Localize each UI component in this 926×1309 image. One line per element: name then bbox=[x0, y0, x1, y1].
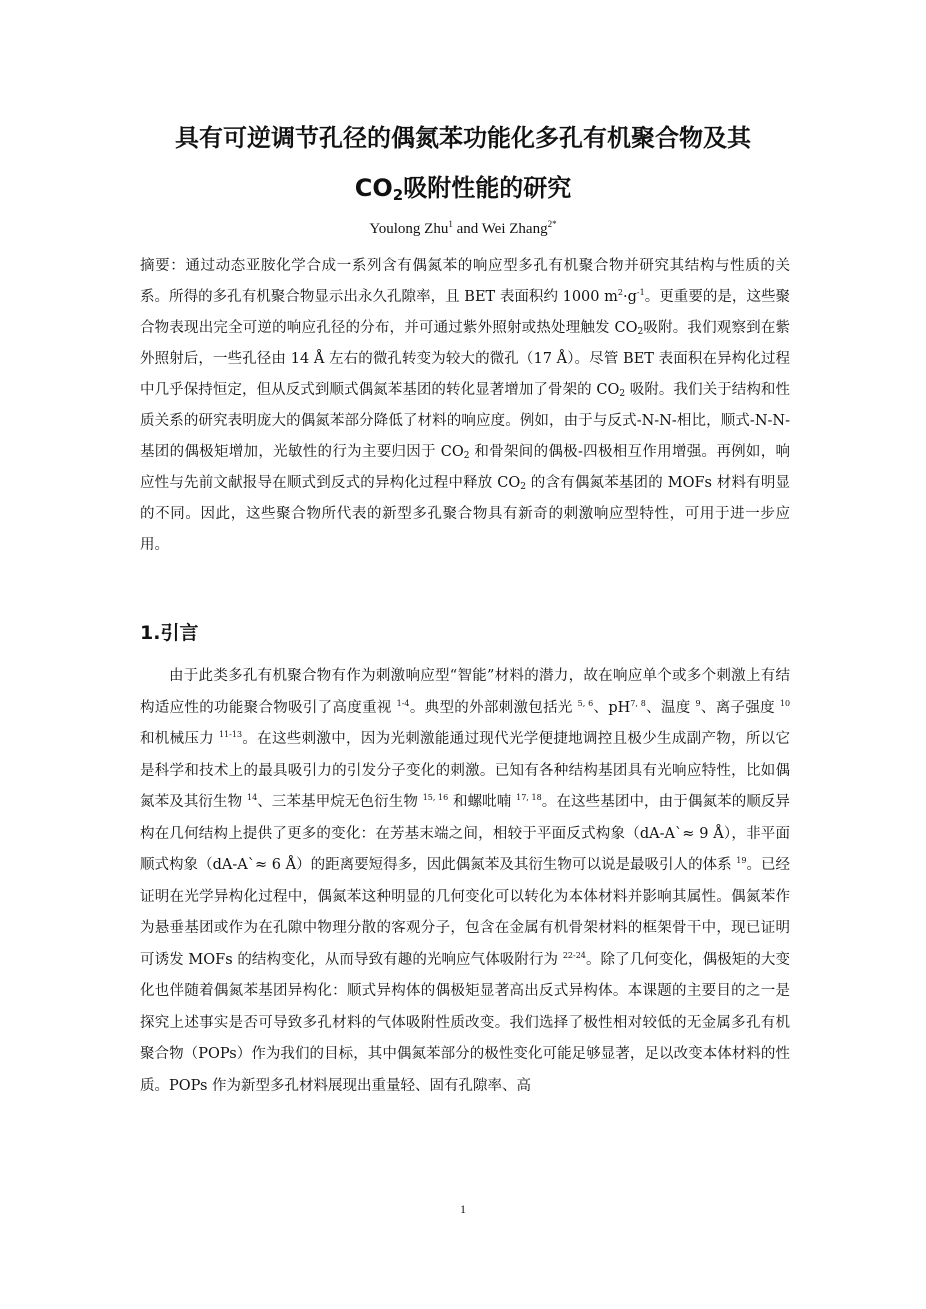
author-conjunction: and bbox=[452, 221, 482, 237]
abstract bbox=[140, 251, 790, 561]
intro-text: 、三苯基甲烷无色衍生物 bbox=[257, 794, 423, 810]
intro-text: 。已经证明在光学异构化过程中，偶氮苯这种明显的几何变化可以转化为本体材料并影响其属性。偶氮苯作为悬垂基团或作为在孔隙中物理分散的客观分子，包含在金属有机骨架材料的框架骨干中，现已证明可诱发 MOFs 的结构变化，从而导致有趣的光响应气体吸附行为 bbox=[140, 857, 791, 968]
intro-text: 、离子强度 bbox=[700, 699, 780, 716]
abstract-subscript: 2 bbox=[637, 327, 644, 337]
citation: 17, 18 bbox=[516, 793, 542, 802]
intro-text: 、温度 bbox=[645, 699, 696, 716]
citation: 14 bbox=[246, 793, 258, 802]
title-line-1: 具有可逆调节孔径的偶氮苯功能化多孔有机聚合物及其 bbox=[175, 124, 751, 152]
abstract-text: 的含有偶氮苯基团的 MOFs 材料有明显的不同。因此，这些聚合物所代表的新型多孔聚合物具有新奇的刺激响应型特性，可用于进一步应用。 bbox=[140, 475, 791, 553]
section-heading: 1.引言 bbox=[140, 622, 199, 644]
intro-text: 由于此类多孔有机聚合物有作为刺激响应型“智能”材料的潜力，故在响应单个或多个刺激上有结构适应性的功能聚合物吸引了高度重视 bbox=[140, 668, 790, 716]
intro-text: 。在这些刺激中，因为光刺激能通过现代光学便捷地调控且极少生成副产物，所以它是科学和技术上的最具吸引力的引发分子变化的刺激。已知有各种结构基团具有光响应特性，比如偶氮苯及其衍生物 bbox=[140, 731, 790, 810]
intro-text: 和螺吡喃 bbox=[448, 794, 517, 810]
citation: 9 bbox=[695, 698, 701, 708]
intro-text: 、pH bbox=[593, 699, 631, 716]
title-co: CO bbox=[354, 174, 393, 202]
abstract-superscript: 2 bbox=[617, 288, 623, 297]
author-1: Youlong Zhu bbox=[369, 221, 449, 237]
abstract-text: 。更重要的是，这些聚合物表现出完全可逆的响应孔径的分布，并可通过紫外照射或热处理触发 CO bbox=[140, 289, 791, 336]
author-2: Wei Zhang bbox=[481, 221, 548, 237]
citation: 22-24 bbox=[562, 950, 586, 960]
citation: 10 bbox=[779, 698, 791, 708]
intro-text: 。典型的外部刺激包括光 bbox=[409, 699, 578, 716]
abstract-subscript: 2 bbox=[619, 389, 626, 399]
abstract-text: ·g bbox=[623, 289, 637, 305]
author-2-affiliation: 2* bbox=[547, 219, 557, 229]
abstract-text: 吸附。我们关于结构和性质关系的研究表明庞大的偶氮苯部分降低了材料的响应度。例如，由于与反式-N-N-相比，顺式-N-N-基团的偶极矩增加，光敏性的行为主要归因于 CO bbox=[140, 382, 791, 460]
intro-text: 。在这些基团中，由于偶氮苯的顺反异构在几何结构上提供了更多的变化：在芳基末端之间，相较于平面反式构象（dA-A`≈ 9 Å），非平面顺式构象（dA-A`≈ 6 Å）的距离要短得多，因此偶氮苯及其衍生物可以说是最吸引人的体系 bbox=[140, 794, 791, 873]
citation: 19 bbox=[736, 856, 747, 865]
citation: 7, 8 bbox=[630, 698, 646, 708]
page-number: 1 bbox=[460, 1202, 466, 1216]
abstract-subscript: 2 bbox=[463, 451, 470, 461]
intro-text: 和机械压力 bbox=[140, 731, 219, 747]
author-line bbox=[0, 218, 926, 240]
title-co-subscript: 2 bbox=[392, 186, 404, 204]
citation: 5, 6 bbox=[577, 698, 594, 708]
abstract-superscript: -1 bbox=[636, 288, 645, 297]
abstract-text: 吸附。我们观察到在紫外照射后，一些孔径由 14 Å 左右的微孔转变为较大的微孔（17 Å）。尽管 BET 表面积在异构化过程中几乎保持恒定，但从反式到顺式偶氮苯基团的转化显著增加了骨架的 CO bbox=[140, 320, 791, 398]
author-1-affiliation: 1 bbox=[448, 219, 453, 229]
title-rest: 吸附性能的研究 bbox=[403, 174, 572, 202]
citation: 1-4 bbox=[396, 698, 410, 708]
abstract-text: 和骨架间的偶极-四极相互作用增强。再例如，响应性与先前文献报导在顺式到反式的异构化过程中释放 CO bbox=[140, 444, 790, 491]
citation: 15, 16 bbox=[422, 793, 449, 802]
introduction-paragraph bbox=[140, 661, 790, 1102]
abstract-subscript: 2 bbox=[520, 482, 526, 492]
citation: 11-13 bbox=[218, 730, 243, 739]
abstract-text: 摘要：通过动态亚胺化学合成一系列含有偶氮苯的响应型多孔有机聚合物并研究其结构与性质的关系。所得的多孔有机聚合物显示出永久孔隙率，且 BET 表面积约 1000 m bbox=[140, 258, 790, 305]
title-line-2 bbox=[0, 173, 926, 203]
intro-text: 。除了几何变化，偶极矩的大变化也伴随着偶氮苯基团异构化：顺式异构体的偶极矩显著高出反式异构体。本课题的主要目的之一是探究上述事实是否可导致多孔材料的气体吸附性质改变。我们选择了极性相对较低的无金属多孔有机聚合物（POPs）作为我们的目标，其中偶氮苯部分的极性变化可能足够显著，足以改变本体材料的性质。POPs 作为新型多孔材料展现出重量轻、固有孔隙率、高 bbox=[140, 951, 790, 1094]
